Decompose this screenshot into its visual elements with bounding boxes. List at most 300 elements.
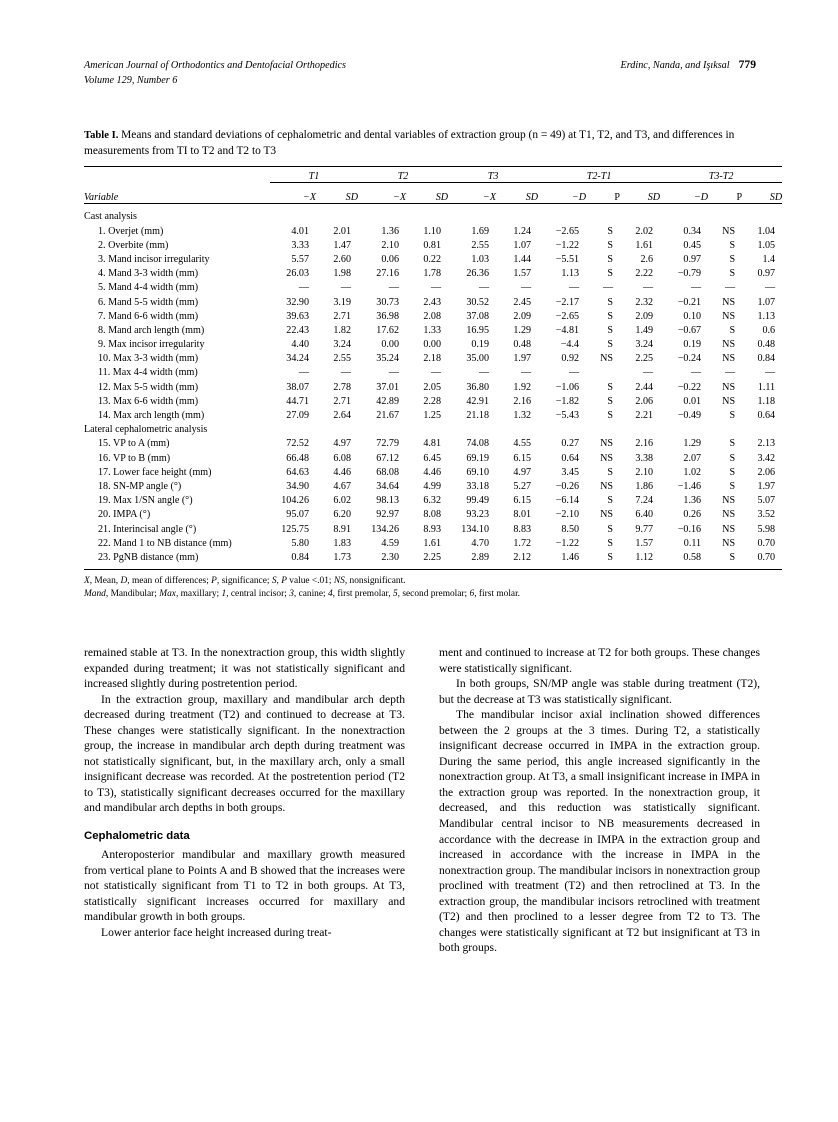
group-header-t3: T3	[448, 167, 538, 183]
column-header-t2t1-diff: −D	[538, 183, 586, 204]
footnote-abbr-x: X	[84, 575, 90, 586]
table-row-label: 4. Mand 3-3 width (mm)	[98, 268, 199, 280]
table-row-label: 10. Max 3-3 width (mm)	[98, 353, 199, 365]
table-cell: 1.33	[423, 324, 442, 336]
table-cell: 8.91	[333, 523, 352, 535]
table-cell: 5.80	[291, 537, 309, 549]
table-cell: —	[430, 367, 442, 379]
table-cell: 2.18	[423, 353, 442, 365]
table-cell: 1.46	[561, 551, 580, 563]
table-cell: −6.14	[555, 495, 580, 507]
column-header-t2-sd: SD	[406, 183, 448, 204]
table-cell: NS	[600, 353, 614, 365]
table-cell: 0.58	[683, 551, 702, 563]
table-row	[84, 322, 782, 336]
table-cell: 22.43	[286, 324, 309, 336]
table-cell: 0.48	[513, 339, 532, 351]
table-cell: 1.36	[381, 225, 400, 237]
cephalometric-data-table	[84, 166, 782, 570]
table-cell: 26.03	[286, 268, 309, 280]
table-row-label: 8. Mand arch length (mm)	[98, 324, 205, 336]
table-cell: 95.07	[286, 509, 309, 521]
table-cell: 1.12	[635, 551, 654, 563]
table-cell: NS	[722, 381, 736, 393]
table-cell: S	[729, 480, 736, 492]
table-cell: 27.16	[376, 268, 400, 280]
left-column	[84, 645, 405, 956]
table-cell: 37.01	[376, 381, 400, 393]
table-cell: 0.97	[683, 253, 702, 265]
table-cell: 6.32	[423, 495, 442, 507]
table-row-label: 20. IMPA (°)	[98, 509, 151, 521]
table-cell: 125.75	[281, 523, 309, 535]
table-cell: S	[607, 253, 614, 265]
table-cell: −2.65	[555, 310, 580, 322]
footnote-abbr-max: Max	[159, 589, 176, 600]
page-number: 779	[738, 58, 756, 71]
table-cell: S	[729, 466, 736, 478]
table-caption-text: Means and standard deviations of cephalometric and dental variables of extraction group (n = 49) at T1, T2, and T3, and differences in measurements from TI to T2 and T2 to T3	[84, 129, 735, 157]
footnote-abbr-5: 5	[392, 589, 398, 600]
column-header-t3-sd: SD	[496, 183, 538, 204]
footnote-abbr-d: D	[120, 575, 128, 586]
table-cell: 2.02	[635, 225, 654, 237]
footnote-2: Mand, Mandibular; Max, maxillary; 1, central incisor; 3, canine; 4, first premolar, 5, second premolar; 6, first molar.	[84, 589, 521, 600]
table-row	[84, 506, 782, 520]
table-cell: 1.57	[513, 268, 532, 280]
table-cell: 104.26	[281, 495, 309, 507]
table-section-title: Lateral cephalometric analysis	[84, 424, 208, 436]
table-cell: 98.13	[376, 495, 400, 507]
table-cell: NS	[722, 225, 736, 237]
table-row	[84, 520, 782, 534]
table-cell: 2.28	[423, 395, 442, 407]
table-cell: 1.29	[513, 324, 532, 336]
table-cell: 2.10	[635, 466, 654, 478]
table-cell: 0.34	[683, 225, 702, 237]
paragraph: remained stable at T3. In the nonextraction group, this width slightly expanded during treatment; it was not statistically significant and increased slightly during postretention period.	[84, 646, 405, 691]
table-cell: NS	[722, 296, 736, 308]
table-row	[84, 293, 782, 307]
table-row-label: 14. Max arch length (mm)	[98, 410, 205, 421]
table-cell: 2.08	[423, 310, 442, 322]
table-cell: NS	[600, 438, 614, 450]
table-cell: 21.67	[376, 410, 400, 421]
table-section-row	[84, 421, 782, 435]
table-cell: —	[765, 367, 776, 379]
table-cell: 1.29	[683, 438, 702, 450]
table-cell: 2.32	[635, 296, 654, 308]
table-cell: −5.51	[555, 253, 580, 265]
table-cell: 0.84	[757, 353, 776, 365]
table-row-label: 7. Mand 6-6 width (mm)	[98, 310, 199, 322]
table-cell: 30.73	[376, 296, 400, 308]
table-cell: 1.02	[683, 466, 702, 478]
table-cell: 6.08	[333, 452, 352, 464]
table-cell: 5.57	[291, 253, 309, 265]
table-cell: −0.24	[677, 353, 702, 365]
table-row	[84, 435, 782, 449]
table-cell: 0.70	[757, 537, 776, 549]
table-row-label: 16. VP to B (mm)	[98, 452, 171, 464]
table-cell: —	[690, 282, 702, 294]
table-group-header-row	[84, 167, 782, 183]
table-section-row	[84, 208, 782, 222]
table-cell: 21.18	[466, 410, 490, 421]
table-row-label: 17. Lower face height (mm)	[98, 466, 212, 478]
table-row	[84, 279, 782, 293]
table-cell: 1.25	[423, 410, 442, 421]
table-cell: 0.10	[683, 310, 702, 322]
table-row-label: 12. Max 5-5 width (mm)	[98, 381, 199, 393]
table-cell: 6.45	[423, 452, 442, 464]
table-cell: 66.48	[286, 452, 309, 464]
right-column	[439, 645, 760, 956]
table-cell: 1.24	[513, 225, 532, 237]
table-cell: 2.09	[513, 310, 532, 322]
table-cell: 1.03	[471, 253, 490, 265]
table-cell: S	[607, 324, 614, 336]
table-body	[84, 208, 782, 563]
table-cell: −1.22	[555, 239, 580, 251]
running-head-right	[620, 58, 756, 74]
table-cell: 2.10	[381, 239, 400, 251]
table-subheader-row	[84, 183, 782, 204]
table-cell: 37.08	[466, 310, 490, 322]
table-cell: 3.38	[635, 452, 654, 464]
table-cell: 1.69	[471, 225, 490, 237]
table-cell: 3.24	[635, 339, 654, 351]
table-cell: S	[607, 239, 614, 251]
table-cell: 2.43	[423, 296, 442, 308]
table-cell: −5.43	[555, 410, 580, 421]
table-cell: 3.33	[291, 239, 309, 251]
table-cell: −0.79	[677, 268, 702, 280]
column-header-t3t2-p: P	[708, 183, 742, 204]
table-cell: S	[607, 268, 614, 280]
table-cell: 1.32	[513, 410, 532, 421]
table-cell: 0.00	[423, 339, 442, 351]
table-cell: 8.50	[561, 523, 580, 535]
table-cell: 69.10	[466, 466, 490, 478]
table-row	[84, 364, 782, 378]
table-cell: 42.91	[466, 395, 490, 407]
table-cell: —	[478, 367, 490, 379]
table-cell: 8.08	[423, 509, 442, 521]
table-cell: 2.12	[513, 551, 532, 563]
table-cell: −0.67	[677, 324, 702, 336]
table-cell: 0.00	[381, 339, 400, 351]
table-footnotes	[84, 575, 760, 602]
table-cell: 5.98	[757, 523, 776, 535]
table-cell: 3.24	[333, 339, 352, 351]
table-cell: —	[430, 282, 442, 294]
group-header-blank	[84, 167, 270, 183]
table-cell: 8.83	[513, 523, 532, 535]
table-row-label: 21. Interincisal angle (°)	[98, 523, 197, 535]
table-row	[84, 237, 782, 251]
table-row	[84, 464, 782, 478]
table-cell: 4.99	[423, 480, 442, 492]
table-cell: 1.4	[762, 253, 776, 265]
group-header-t1: T1	[270, 167, 358, 183]
table-cell: 0.45	[683, 239, 702, 251]
table-cell: 5.07	[757, 495, 776, 507]
table-cell: S	[729, 438, 736, 450]
table-cell: NS	[722, 353, 736, 365]
table-cell: 2.44	[635, 381, 654, 393]
table-cell: 92.97	[376, 509, 400, 521]
table-cell: 34.24	[286, 353, 309, 365]
table-row-label: 1. Overjet (mm)	[98, 225, 164, 237]
table-cell: —	[388, 282, 400, 294]
table-cell: 72.52	[286, 438, 309, 450]
column-header-t3t2-sd: SD	[742, 183, 782, 204]
table-row-label: 2. Overbite (mm)	[98, 239, 169, 251]
column-header-t3-mean: −X	[448, 183, 496, 204]
table-cell: 6.02	[333, 495, 352, 507]
table-row	[84, 492, 782, 506]
table-cell: 1.49	[635, 324, 654, 336]
table-row	[84, 222, 782, 236]
table-cell: 0.22	[423, 253, 442, 265]
table-cell: 1.47	[333, 239, 352, 251]
table-cell: 0.19	[683, 339, 702, 351]
table-cell: —	[642, 282, 654, 294]
table-cell: −4.81	[555, 324, 580, 336]
table-cell: S	[607, 296, 614, 308]
table-cell: 35.24	[376, 353, 400, 365]
table-row	[84, 449, 782, 463]
table-cell: S	[607, 537, 614, 549]
table-cell: 2.25	[635, 353, 654, 365]
table-cell: 8.01	[513, 509, 532, 521]
table-cell: S	[607, 410, 614, 421]
table-cell: 0.70	[757, 551, 776, 563]
table-cell: 0.06	[381, 253, 400, 265]
table-row	[84, 407, 782, 421]
footnote-abbr-ns: NS	[333, 575, 345, 586]
table-cell: 39.63	[286, 310, 309, 322]
bottom-rule-cell	[84, 563, 782, 570]
table-cell: 64.63	[286, 466, 309, 478]
table-cell: —	[724, 367, 736, 379]
table-cell: S	[607, 495, 614, 507]
table-cell: NS	[722, 395, 736, 407]
table-cell: 2.6	[640, 253, 654, 265]
table-cell: −1.46	[677, 480, 702, 492]
table-cell: 1.98	[333, 268, 352, 280]
table-cell: 2.09	[635, 310, 654, 322]
table-cell: 69.19	[466, 452, 490, 464]
paragraph: Lower anterior face height increased during treat-	[101, 925, 332, 939]
table-cell: NS	[722, 509, 736, 521]
table-cell: S	[607, 466, 614, 478]
table-row-label: 15. VP to A (mm)	[98, 438, 170, 450]
table-cell: 4.97	[513, 466, 532, 478]
table-cell: 74.08	[466, 438, 490, 450]
table-cell: NS	[722, 523, 736, 535]
table-cell: 3.42	[757, 452, 776, 464]
table-row	[84, 251, 782, 265]
table-cell: —	[520, 282, 532, 294]
table-cell: 2.21	[635, 410, 654, 421]
table-row-label: 19. Max 1/SN angle (°)	[98, 495, 193, 507]
table-cell: 1.73	[333, 551, 352, 563]
table-cell: —	[298, 282, 309, 294]
table-cell: 0.64	[561, 452, 580, 464]
table-cell: 1.61	[635, 239, 654, 251]
table-row-label: 3. Mand incisor irregularity	[98, 253, 210, 265]
footnote-abbr-6: 6	[469, 589, 475, 600]
table-cell: S	[607, 381, 614, 393]
table-row	[84, 336, 782, 350]
table-cell: 3.19	[333, 296, 352, 308]
table-cell: −0.21	[677, 296, 702, 308]
table-cell: 0.84	[291, 551, 309, 563]
table-cell: —	[340, 367, 352, 379]
table-cell: —	[388, 367, 400, 379]
table-cell: 34.64	[376, 480, 400, 492]
table-cell: 1.57	[635, 537, 654, 549]
table-cell: 1.86	[635, 480, 654, 492]
table-cell: 0.27	[561, 438, 580, 450]
table-cell: 6.15	[513, 495, 532, 507]
table-cell: 2.25	[423, 551, 442, 563]
table-cell: 134.10	[461, 523, 490, 535]
table-cell: —	[642, 367, 654, 379]
table-cell: 1.10	[423, 225, 442, 237]
table-cell: 17.62	[376, 324, 400, 336]
table-cell: S	[607, 523, 614, 535]
table-cell: 72.79	[376, 438, 400, 450]
table-cell: 2.64	[333, 410, 352, 421]
table-cell: 2.16	[513, 395, 532, 407]
table-cell: 67.12	[376, 452, 400, 464]
authors-line: Erdinc, Nanda, and Işıksal	[620, 60, 730, 71]
table-cell: S	[607, 551, 614, 563]
table-cell: 2.60	[333, 253, 352, 265]
table-cell: 36.98	[376, 310, 400, 322]
table-row-label: 5. Mand 4-4 width (mm)	[98, 282, 199, 294]
table-cell: 134.26	[371, 523, 400, 535]
table-cell: −4.4	[560, 339, 580, 351]
table-cell: NS	[722, 310, 736, 322]
table-cell: —	[724, 282, 736, 294]
table-section-title: Cast analysis	[84, 211, 137, 223]
table-cell: 2.16	[635, 438, 654, 450]
table-cell: 1.82	[333, 324, 352, 336]
table-cell: NS	[722, 495, 736, 507]
paragraph: Anteroposterior mandibular and maxillary growth measured from vertical plane to Points A and B showed that the increases were not statistically significant from T1 to T2 in both groups. At T3, statistically significant increases occurred for maxillary and mandibular growth in both groups.	[84, 848, 405, 924]
table-cell: —	[478, 282, 490, 294]
table-cell: —	[568, 282, 580, 294]
table-cell: 1.44	[513, 253, 532, 265]
table-cell: 2.07	[683, 452, 702, 464]
table-cell	[586, 364, 620, 378]
table-row-label: 23. PgNB distance (mm)	[98, 551, 199, 563]
table-cell: 68.08	[376, 466, 400, 478]
column-header-t2-mean: −X	[358, 183, 406, 204]
table-row	[84, 478, 782, 492]
table-cell: −1.06	[555, 381, 580, 393]
table-cell: 0.81	[423, 239, 442, 251]
table-cell: 4.46	[333, 466, 352, 478]
table-cell: −2.17	[555, 296, 580, 308]
table-cell: 9.77	[635, 523, 654, 535]
section-heading-cephalometric-data: Cephalometric data	[84, 830, 190, 843]
table-cell: S	[729, 268, 736, 280]
table-cell: 2.30	[381, 551, 400, 563]
table-cell: 2.71	[333, 395, 352, 407]
table-cell: 4.67	[333, 480, 352, 492]
table-cell: 1.05	[757, 239, 776, 251]
table-cell: 34.90	[286, 480, 309, 492]
table-cell: 36.80	[466, 381, 490, 393]
table-cell: S	[729, 324, 736, 336]
running-head-top-row	[84, 58, 756, 74]
table-cell: 4.59	[381, 537, 400, 549]
table-cell: 0.19	[471, 339, 490, 351]
table-cell: NS	[600, 509, 614, 521]
group-header-t2-t1: T2-T1	[538, 167, 660, 183]
table-cell: 26.36	[466, 268, 490, 280]
table-cell: 4.70	[471, 537, 490, 549]
table-cell: 1.13	[757, 310, 776, 322]
table-cell: NS	[722, 339, 736, 351]
table-row-label: 11. Max 4-4 width (mm)	[98, 367, 198, 379]
table-cell: 2.06	[757, 466, 776, 478]
table-cell: 4.55	[513, 438, 532, 450]
table-cell: NS	[722, 537, 736, 549]
table-block	[84, 128, 783, 602]
paragraph: ment and continued to increase at T2 for both groups. These changes were statistically significant.	[439, 646, 760, 675]
table-cell: 1.78	[423, 268, 442, 280]
table-cell: 2.01	[333, 225, 352, 237]
table-row	[84, 378, 782, 392]
table-cell: −2.65	[555, 225, 580, 237]
footnote-1: X, Mean, D, mean of differences; P, significance; S, P value <.01; NS, nonsignificant.	[84, 575, 406, 586]
table-row	[84, 535, 782, 549]
paragraph: The mandibular incisor axial inclination showed differences between the 2 groups at the 3 times. During T2, a statistically insignificant decrease occurred in IMPA in the extraction group. During the same period, this angle increased significantly in the nonextraction group. At T3, a small insignificant increase in IMPA in the extraction group was reported. In the nonextraction group, it decreased, and this reduction was statistically significant. Mandibular central incisor to NB measurements decreased in accordance with the decrease in IMPA in the extraction group and increased in accordance with the increase in IMPA in the nonextraction group. The mandibular incisors in nonextraction group proclined with treatment (T2) and then retroclined at T3. In the extraction group, the mandibular incisors retroclined with treatment (T2) and then proclined to a lesser degree from T2 to T3. The changes were statistically significant at T2 but insignificant at T3 in both groups.	[439, 708, 760, 955]
table-cell: 2.06	[635, 395, 654, 407]
table-cell: 4.97	[333, 438, 352, 450]
paragraph: In both groups, SN/MP angle was stable during treatment (T2), but the decrease at T3 was statistically significant.	[439, 677, 760, 706]
table-cell: 2.89	[471, 551, 490, 563]
group-header-t2: T2	[358, 167, 448, 183]
table-cell: 32.90	[286, 296, 309, 308]
table-cell: 1.04	[757, 225, 776, 237]
table-cell: —	[690, 367, 702, 379]
table-cell: 4.46	[423, 466, 442, 478]
table-cell: −2.10	[555, 509, 580, 521]
footnote-abbr-mand: Mand	[84, 589, 106, 600]
table-cell: 2.78	[333, 381, 352, 393]
table-row-label: 18. SN-MP angle (°)	[98, 480, 182, 492]
footnote-abbr-4: 4	[327, 589, 333, 600]
footnote-abbr-1: 1	[221, 589, 227, 600]
table-cell: —	[568, 367, 580, 379]
table-cell: 1.97	[513, 353, 532, 365]
table-cell: 2.05	[423, 381, 442, 393]
table-cell: 99.49	[466, 495, 490, 507]
running-head-bottom-row	[84, 74, 756, 89]
table-cell: 0.92	[561, 353, 580, 365]
table-cell: —	[602, 282, 614, 294]
table-cell: 4.81	[423, 438, 442, 450]
column-header-t1-sd: SD	[316, 183, 358, 204]
table-label: Table I.	[84, 130, 119, 141]
